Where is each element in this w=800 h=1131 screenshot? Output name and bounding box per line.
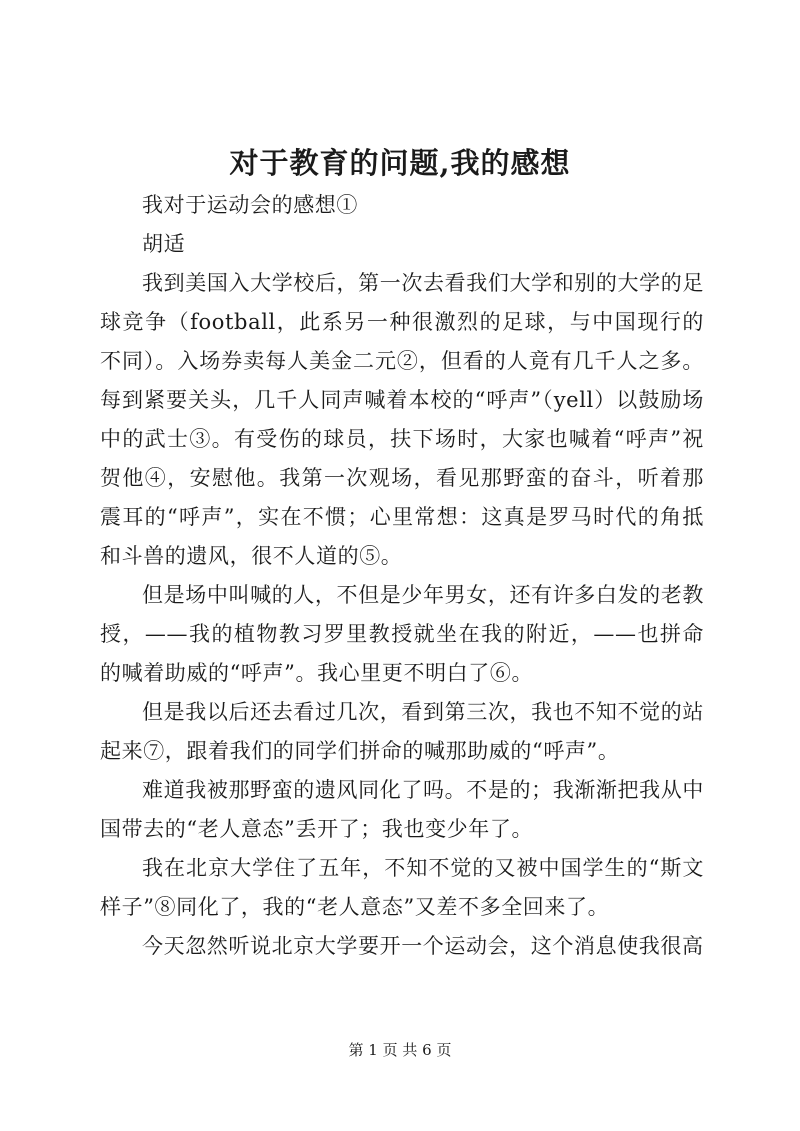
body-paragraph: 我在北京大学住了五年，不知不觉的又被中国学生的“斯文样子”⑧同化了，我的“老人意态”又差不多全回来了。 (100, 856, 704, 919)
body-paragraph: 但是我以后还去看过几次，看到第三次，我也不知不觉的站起来⑦，跟着我们的同学们拼命的喊那助威的“呼声”。 (100, 700, 704, 763)
page-footer: 第 1 页 共 6 页 (348, 1041, 452, 1059)
body-paragraph: 难道我被那野蛮的遗风同化了吗。不是的；我渐渐把我从中国带去的“老人意态”丢开了；我也变少年了。 (100, 778, 704, 841)
subtitle-paragraph: 我对于运动会的感想① (142, 193, 358, 217)
body-paragraph: 但是场中叫喊的人，不但是少年男女，还有许多白发的老教授，——我的植物教习罗里教授就坐在我的附近，——也拼命的喊着助威的“呼声”。我心里更不明白了⑥。 (100, 583, 704, 685)
document-title: 对于教育的问题,我的感想 (229, 146, 571, 180)
author-paragraph: 胡适 (142, 232, 186, 256)
body-paragraph: 我到美国入大学校后，第一次去看我们大学和别的大学的足球竞争（football，此系另一种很激烈的足球，与中国现行的不同）。入场券卖每人美金二元②，但看的人竟有几千人之多。每到紧要关头，几千人同声喊着本校的“呼声”（yell）以鼓励场中的武士③。有受伤的球员，扶下场时，大家也喊着“呼声”祝贺他④，安慰他。我第一次观场，看见那野蛮的奋斗，听着那震耳的“呼声”，实在不惯；心里常想：这真是罗马时代的角抵和斗兽的遗风，很不人道的⑤。 (100, 271, 704, 568)
document-body (100, 186, 704, 966)
body-paragraph: 今天忽然听说北京大学要开一个运动会，这个消息使我很高 (142, 934, 704, 958)
